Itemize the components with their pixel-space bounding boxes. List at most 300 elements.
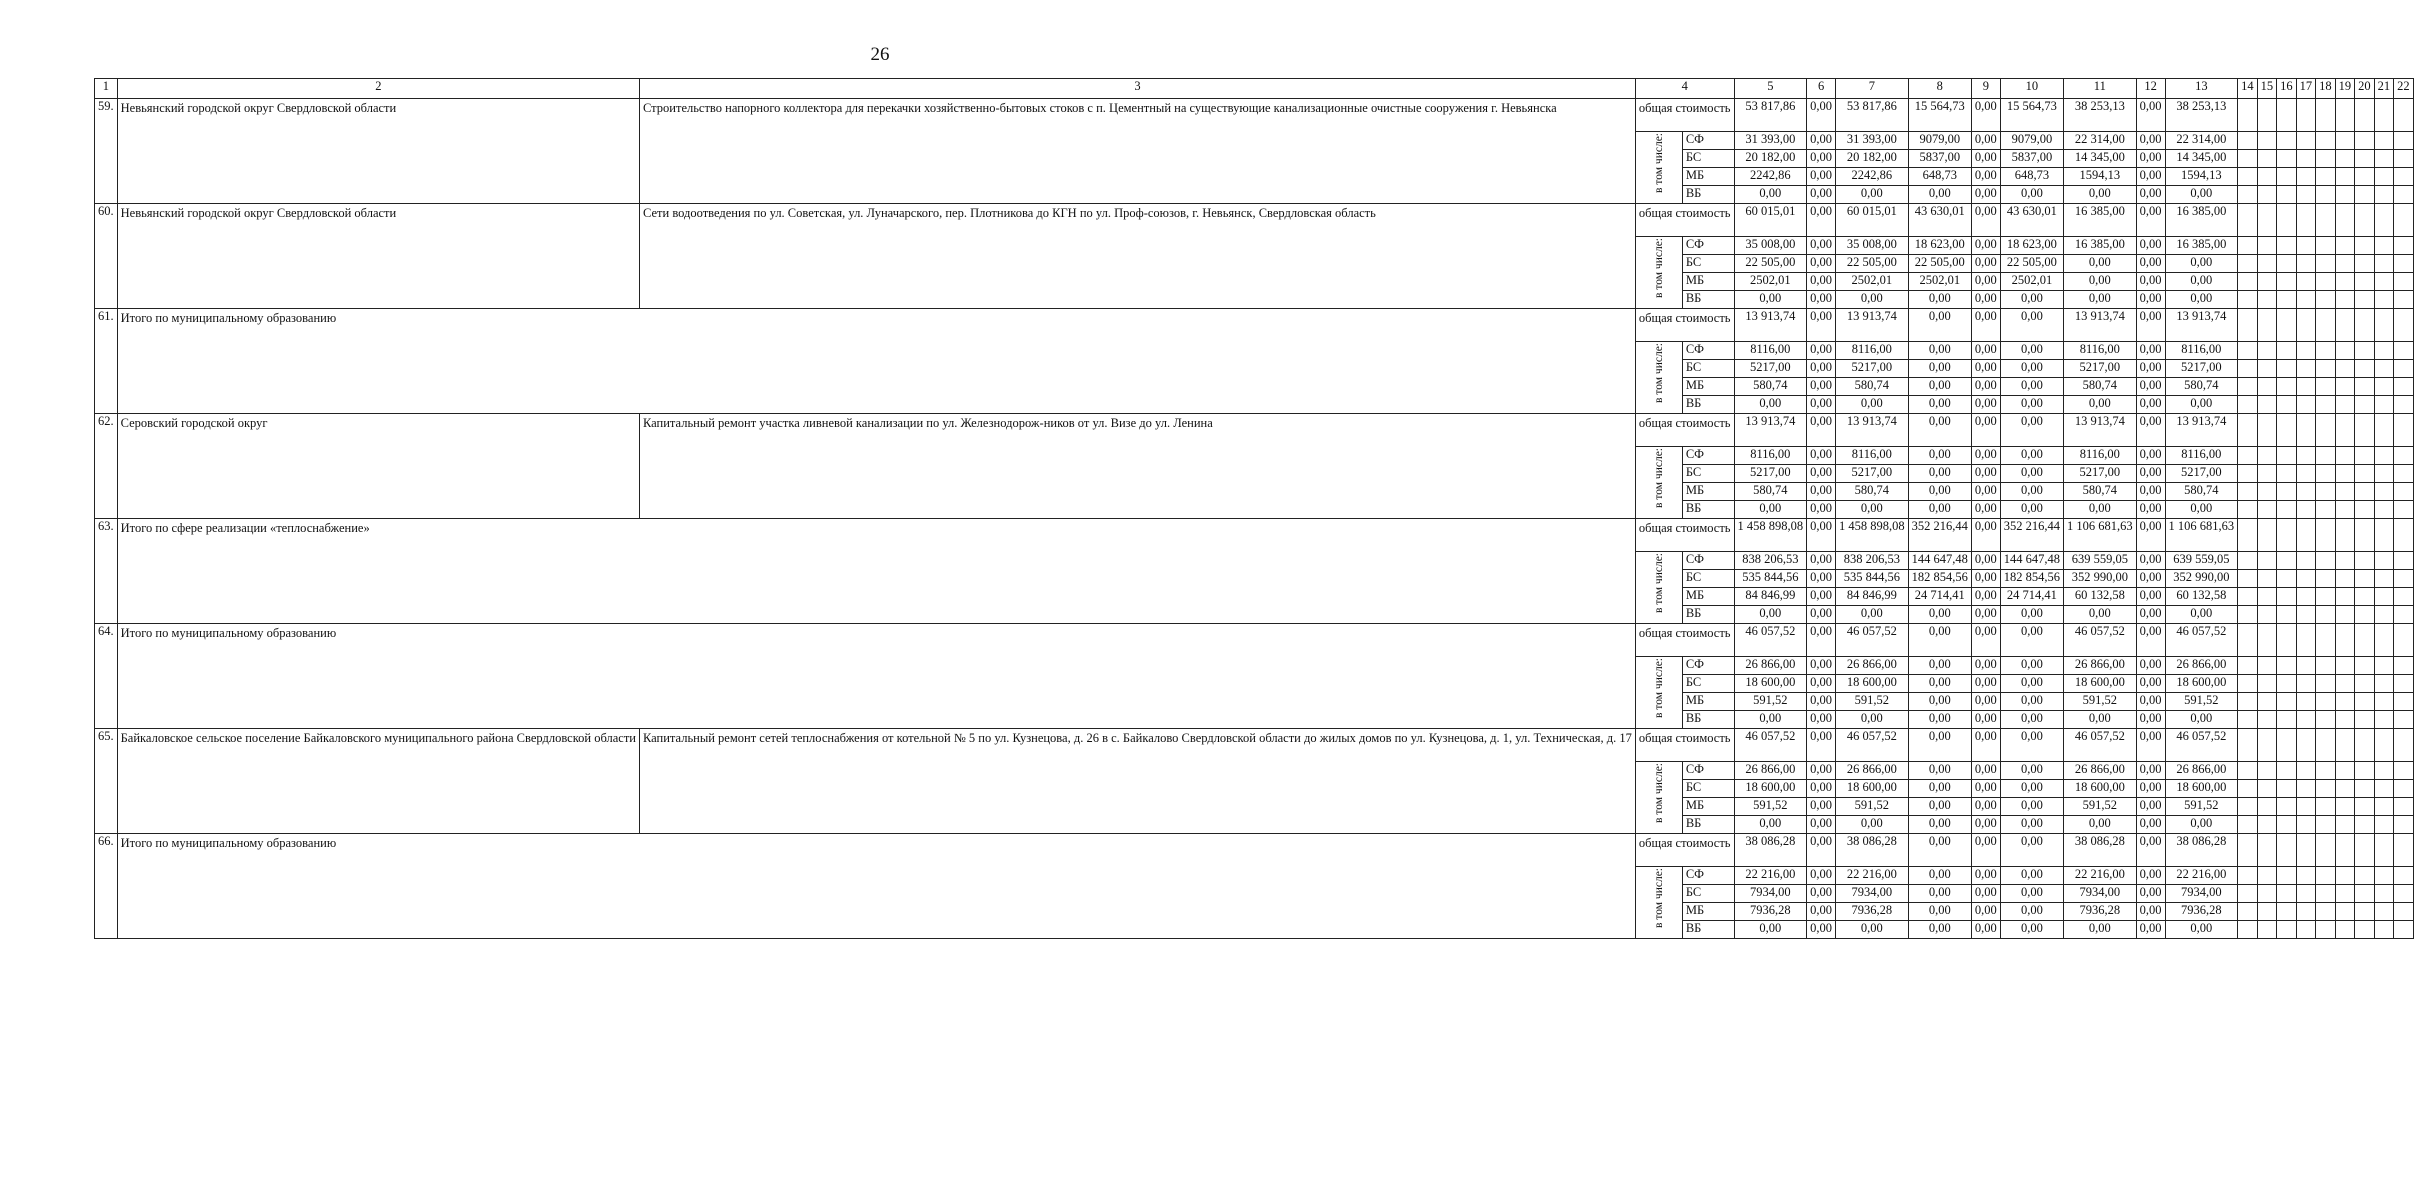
empty-cell bbox=[2296, 237, 2316, 255]
empty-cell bbox=[2316, 204, 2336, 237]
value-cell: 0,00 bbox=[1971, 309, 2000, 342]
header-cell: 15 bbox=[2257, 79, 2277, 99]
value-cell: 13 913,74 bbox=[1734, 309, 1807, 342]
value-cell: 0,00 bbox=[1734, 291, 1807, 309]
empty-cell bbox=[2374, 168, 2394, 186]
value-cell: 0,00 bbox=[1836, 606, 1909, 624]
empty-cell bbox=[2335, 414, 2355, 447]
value-cell: 0,00 bbox=[2136, 291, 2165, 309]
value-cell: 535 844,56 bbox=[1734, 570, 1807, 588]
value-cell: 0,00 bbox=[2136, 204, 2165, 237]
cost-type: БС bbox=[1682, 255, 1734, 273]
empty-cell bbox=[2374, 816, 2394, 834]
empty-cell bbox=[2296, 396, 2316, 414]
value-cell: 38 086,28 bbox=[2165, 834, 2238, 867]
value-cell: 0,00 bbox=[1807, 291, 1836, 309]
value-cell: 2242,86 bbox=[1734, 168, 1807, 186]
incl-label: в том числе: bbox=[1652, 238, 1665, 298]
value-cell: 0,00 bbox=[2136, 588, 2165, 606]
value-cell: 13 913,74 bbox=[2064, 414, 2137, 447]
cost-type: ВБ bbox=[1682, 396, 1734, 414]
empty-cell bbox=[2277, 711, 2297, 729]
cost-type-total: общая стоимость bbox=[1635, 99, 1734, 132]
empty-cell bbox=[2238, 150, 2258, 168]
value-cell: 0,00 bbox=[2000, 309, 2063, 342]
empty-cell bbox=[2355, 711, 2375, 729]
empty-cell bbox=[2238, 342, 2258, 360]
value-cell: 0,00 bbox=[1908, 729, 1971, 762]
empty-cell bbox=[2296, 867, 2316, 885]
empty-cell bbox=[2335, 150, 2355, 168]
row-number: 59. bbox=[95, 99, 118, 204]
empty-cell bbox=[2335, 588, 2355, 606]
empty-cell bbox=[2394, 903, 2414, 921]
empty-cell bbox=[2257, 414, 2277, 447]
value-cell: 22 505,00 bbox=[2000, 255, 2063, 273]
table-row bbox=[95, 729, 2414, 762]
value-cell: 0,00 bbox=[2064, 816, 2137, 834]
cost-type-total: общая стоимость bbox=[1635, 624, 1734, 657]
cost-type-total: общая стоимость bbox=[1635, 729, 1734, 762]
empty-cell bbox=[2316, 396, 2336, 414]
empty-cell bbox=[2296, 816, 2316, 834]
empty-cell bbox=[2296, 501, 2316, 519]
empty-cell bbox=[2316, 501, 2336, 519]
value-cell: 0,00 bbox=[2000, 378, 2063, 396]
empty-cell bbox=[2277, 798, 2297, 816]
cost-type: МБ bbox=[1682, 903, 1734, 921]
empty-cell bbox=[2257, 762, 2277, 780]
empty-cell bbox=[2374, 834, 2394, 867]
cost-type-total: общая стоимость bbox=[1635, 414, 1734, 447]
header-cell: 21 bbox=[2374, 79, 2394, 99]
value-cell: 18 600,00 bbox=[1836, 780, 1909, 798]
value-cell: 0,00 bbox=[2000, 396, 2063, 414]
empty-cell bbox=[2257, 780, 2277, 798]
empty-cell bbox=[2296, 150, 2316, 168]
empty-cell bbox=[2394, 150, 2414, 168]
value-cell: 0,00 bbox=[1971, 570, 2000, 588]
value-cell: 580,74 bbox=[2165, 483, 2238, 501]
empty-cell bbox=[2355, 798, 2375, 816]
value-cell: 26 866,00 bbox=[1836, 762, 1909, 780]
empty-cell bbox=[2355, 657, 2375, 675]
table-row bbox=[95, 414, 2414, 447]
empty-cell bbox=[2355, 186, 2375, 204]
empty-cell bbox=[2394, 885, 2414, 903]
table-row bbox=[95, 834, 2414, 867]
empty-cell bbox=[2374, 588, 2394, 606]
empty-cell bbox=[2316, 903, 2336, 921]
empty-cell bbox=[2355, 273, 2375, 291]
empty-cell bbox=[2335, 798, 2355, 816]
value-cell: 0,00 bbox=[1908, 360, 1971, 378]
empty-cell bbox=[2394, 414, 2414, 447]
empty-cell bbox=[2394, 921, 2414, 939]
empty-cell bbox=[2238, 237, 2258, 255]
empty-cell bbox=[2257, 657, 2277, 675]
value-cell: 0,00 bbox=[2136, 675, 2165, 693]
value-cell: 0,00 bbox=[1908, 780, 1971, 798]
value-cell: 13 913,74 bbox=[1836, 309, 1909, 342]
empty-cell bbox=[2296, 570, 2316, 588]
value-cell: 0,00 bbox=[1807, 885, 1836, 903]
empty-cell bbox=[2394, 729, 2414, 762]
value-cell: 580,74 bbox=[2165, 378, 2238, 396]
municipality-cell: Байкаловское сельское поселение Байкаловского муниципального района Свердловской области bbox=[117, 729, 639, 834]
value-cell: 9079,00 bbox=[2000, 132, 2063, 150]
value-cell: 0,00 bbox=[1971, 396, 2000, 414]
value-cell: 5217,00 bbox=[2165, 360, 2238, 378]
incl-label-cell bbox=[1635, 132, 1682, 204]
value-cell: 0,00 bbox=[2064, 921, 2137, 939]
empty-cell bbox=[2316, 885, 2336, 903]
empty-cell bbox=[2296, 675, 2316, 693]
incl-label: в том числе: bbox=[1652, 343, 1665, 403]
value-cell: 0,00 bbox=[1971, 168, 2000, 186]
empty-cell bbox=[2335, 501, 2355, 519]
empty-cell bbox=[2316, 186, 2336, 204]
value-cell: 0,00 bbox=[1807, 903, 1836, 921]
value-cell: 9079,00 bbox=[1908, 132, 1971, 150]
header-cell: 5 bbox=[1734, 79, 1807, 99]
value-cell: 0,00 bbox=[1971, 99, 2000, 132]
value-cell: 0,00 bbox=[1971, 711, 2000, 729]
empty-cell bbox=[2335, 168, 2355, 186]
value-cell: 0,00 bbox=[1807, 465, 1836, 483]
value-cell: 0,00 bbox=[2000, 186, 2063, 204]
value-cell: 838 206,53 bbox=[1836, 552, 1909, 570]
empty-cell bbox=[2296, 132, 2316, 150]
header-cell: 2 bbox=[117, 79, 639, 99]
incl-label-cell bbox=[1635, 762, 1682, 834]
empty-cell bbox=[2238, 99, 2258, 132]
value-cell: 60 132,58 bbox=[2064, 588, 2137, 606]
value-cell: 0,00 bbox=[1908, 762, 1971, 780]
empty-cell bbox=[2394, 552, 2414, 570]
empty-cell bbox=[2316, 816, 2336, 834]
empty-cell bbox=[2335, 729, 2355, 762]
value-cell: 0,00 bbox=[1807, 762, 1836, 780]
value-cell: 0,00 bbox=[1807, 378, 1836, 396]
empty-cell bbox=[2296, 762, 2316, 780]
value-cell: 35 008,00 bbox=[1734, 237, 1807, 255]
empty-cell bbox=[2374, 342, 2394, 360]
value-cell: 8116,00 bbox=[1836, 447, 1909, 465]
value-cell: 18 600,00 bbox=[1734, 780, 1807, 798]
value-cell: 0,00 bbox=[2136, 255, 2165, 273]
value-cell: 0,00 bbox=[2136, 414, 2165, 447]
value-cell: 1 458 898,08 bbox=[1836, 519, 1909, 552]
value-cell: 0,00 bbox=[2136, 762, 2165, 780]
value-cell: 0,00 bbox=[2136, 186, 2165, 204]
empty-cell bbox=[2277, 204, 2297, 237]
empty-cell bbox=[2335, 624, 2355, 657]
value-cell: 0,00 bbox=[1807, 657, 1836, 675]
value-cell: 0,00 bbox=[2000, 834, 2063, 867]
empty-cell bbox=[2316, 99, 2336, 132]
header-cell: 13 bbox=[2165, 79, 2238, 99]
empty-cell bbox=[2296, 624, 2316, 657]
empty-cell bbox=[2316, 342, 2336, 360]
value-cell: 0,00 bbox=[2000, 798, 2063, 816]
empty-cell bbox=[2238, 360, 2258, 378]
empty-cell bbox=[2238, 885, 2258, 903]
value-cell: 580,74 bbox=[1734, 483, 1807, 501]
value-cell: 0,00 bbox=[1807, 273, 1836, 291]
empty-cell bbox=[2394, 798, 2414, 816]
row-title: Итого по сфере реализации «теплоснабжение» bbox=[117, 519, 1635, 624]
empty-cell bbox=[2296, 729, 2316, 762]
empty-cell bbox=[2257, 465, 2277, 483]
empty-cell bbox=[2257, 447, 2277, 465]
value-cell: 0,00 bbox=[2064, 501, 2137, 519]
value-cell: 0,00 bbox=[1971, 414, 2000, 447]
cost-type: СФ bbox=[1682, 342, 1734, 360]
value-cell: 535 844,56 bbox=[1836, 570, 1909, 588]
value-cell: 0,00 bbox=[2000, 414, 2063, 447]
empty-cell bbox=[2316, 255, 2336, 273]
empty-cell bbox=[2277, 816, 2297, 834]
empty-cell bbox=[2394, 570, 2414, 588]
row-number: 63. bbox=[95, 519, 118, 624]
empty-cell bbox=[2257, 273, 2277, 291]
empty-cell bbox=[2257, 132, 2277, 150]
value-cell: 0,00 bbox=[1807, 675, 1836, 693]
value-cell: 0,00 bbox=[2000, 816, 2063, 834]
empty-cell bbox=[2374, 570, 2394, 588]
value-cell: 0,00 bbox=[2165, 273, 2238, 291]
value-cell: 0,00 bbox=[1807, 309, 1836, 342]
empty-cell bbox=[2257, 396, 2277, 414]
cost-type: МБ bbox=[1682, 378, 1734, 396]
empty-cell bbox=[2257, 624, 2277, 657]
cost-type: СФ bbox=[1682, 657, 1734, 675]
empty-cell bbox=[2394, 483, 2414, 501]
header-cell: 10 bbox=[2000, 79, 2063, 99]
value-cell: 0,00 bbox=[2000, 780, 2063, 798]
value-cell: 20 182,00 bbox=[1734, 150, 1807, 168]
empty-cell bbox=[2335, 360, 2355, 378]
empty-cell bbox=[2257, 675, 2277, 693]
value-cell: 0,00 bbox=[2136, 360, 2165, 378]
empty-cell bbox=[2355, 885, 2375, 903]
empty-cell bbox=[2374, 99, 2394, 132]
empty-cell bbox=[2257, 204, 2277, 237]
empty-cell bbox=[2316, 378, 2336, 396]
value-cell: 0,00 bbox=[1908, 342, 1971, 360]
value-cell: 0,00 bbox=[1908, 414, 1971, 447]
empty-cell bbox=[2374, 483, 2394, 501]
value-cell: 0,00 bbox=[1908, 624, 1971, 657]
value-cell: 0,00 bbox=[1908, 465, 1971, 483]
value-cell: 0,00 bbox=[1908, 903, 1971, 921]
value-cell: 648,73 bbox=[2000, 168, 2063, 186]
value-cell: 0,00 bbox=[2000, 867, 2063, 885]
value-cell: 352 990,00 bbox=[2064, 570, 2137, 588]
empty-cell bbox=[2394, 834, 2414, 867]
empty-cell bbox=[2316, 291, 2336, 309]
empty-cell bbox=[2277, 378, 2297, 396]
value-cell: 18 600,00 bbox=[2165, 780, 2238, 798]
value-cell: 0,00 bbox=[1971, 519, 2000, 552]
value-cell: 2502,01 bbox=[2000, 273, 2063, 291]
value-cell: 591,52 bbox=[2064, 693, 2137, 711]
value-cell: 0,00 bbox=[1971, 798, 2000, 816]
value-cell: 0,00 bbox=[1971, 693, 2000, 711]
value-cell: 2502,01 bbox=[1734, 273, 1807, 291]
empty-cell bbox=[2394, 168, 2414, 186]
value-cell: 0,00 bbox=[2136, 396, 2165, 414]
value-cell: 0,00 bbox=[1807, 588, 1836, 606]
empty-cell bbox=[2296, 834, 2316, 867]
empty-cell bbox=[2316, 711, 2336, 729]
empty-cell bbox=[2296, 168, 2316, 186]
empty-cell bbox=[2335, 483, 2355, 501]
empty-cell bbox=[2277, 885, 2297, 903]
value-cell: 0,00 bbox=[1836, 186, 1909, 204]
budget-table bbox=[94, 78, 2414, 939]
value-cell: 7934,00 bbox=[1734, 885, 1807, 903]
empty-cell bbox=[2238, 414, 2258, 447]
value-cell: 0,00 bbox=[1908, 867, 1971, 885]
empty-cell bbox=[2238, 798, 2258, 816]
value-cell: 0,00 bbox=[1908, 834, 1971, 867]
empty-cell bbox=[2335, 552, 2355, 570]
empty-cell bbox=[2335, 693, 2355, 711]
value-cell: 13 913,74 bbox=[2064, 309, 2137, 342]
value-cell: 7936,28 bbox=[2064, 903, 2137, 921]
value-cell: 182 854,56 bbox=[1908, 570, 1971, 588]
incl-label-cell bbox=[1635, 552, 1682, 624]
value-cell: 838 206,53 bbox=[1734, 552, 1807, 570]
empty-cell bbox=[2335, 867, 2355, 885]
header-cell: 14 bbox=[2238, 79, 2258, 99]
value-cell: 0,00 bbox=[1971, 237, 2000, 255]
value-cell: 16 385,00 bbox=[2064, 204, 2137, 237]
cost-type: СФ bbox=[1682, 762, 1734, 780]
value-cell: 0,00 bbox=[2000, 711, 2063, 729]
empty-cell bbox=[2296, 99, 2316, 132]
empty-cell bbox=[2257, 570, 2277, 588]
value-cell: 0,00 bbox=[2136, 378, 2165, 396]
value-cell: 0,00 bbox=[2165, 606, 2238, 624]
value-cell: 0,00 bbox=[2000, 606, 2063, 624]
empty-cell bbox=[2257, 483, 2277, 501]
empty-cell bbox=[2394, 99, 2414, 132]
value-cell: 0,00 bbox=[1807, 255, 1836, 273]
incl-label-cell bbox=[1635, 657, 1682, 729]
cost-type: МБ bbox=[1682, 693, 1734, 711]
incl-label-cell bbox=[1635, 237, 1682, 309]
value-cell: 0,00 bbox=[2136, 552, 2165, 570]
value-cell: 0,00 bbox=[1734, 186, 1807, 204]
cost-type: ВБ bbox=[1682, 291, 1734, 309]
empty-cell bbox=[2316, 921, 2336, 939]
empty-cell bbox=[2238, 711, 2258, 729]
empty-cell bbox=[2296, 693, 2316, 711]
value-cell: 0,00 bbox=[2165, 291, 2238, 309]
header-cell: 19 bbox=[2335, 79, 2355, 99]
value-cell: 60 132,58 bbox=[2165, 588, 2238, 606]
incl-label-cell bbox=[1635, 447, 1682, 519]
value-cell: 0,00 bbox=[2064, 291, 2137, 309]
empty-cell bbox=[2316, 729, 2336, 762]
empty-cell bbox=[2335, 204, 2355, 237]
empty-cell bbox=[2257, 255, 2277, 273]
empty-cell bbox=[2355, 132, 2375, 150]
value-cell: 26 866,00 bbox=[1836, 657, 1909, 675]
value-cell: 0,00 bbox=[1971, 816, 2000, 834]
value-cell: 0,00 bbox=[2064, 711, 2137, 729]
empty-cell bbox=[2238, 501, 2258, 519]
value-cell: 53 817,86 bbox=[1734, 99, 1807, 132]
empty-cell bbox=[2335, 762, 2355, 780]
empty-cell bbox=[2277, 414, 2297, 447]
empty-cell bbox=[2355, 729, 2375, 762]
value-cell: 0,00 bbox=[1971, 501, 2000, 519]
cost-type-total: общая стоимость bbox=[1635, 834, 1734, 867]
empty-cell bbox=[2374, 675, 2394, 693]
value-cell: 0,00 bbox=[1971, 780, 2000, 798]
value-cell: 18 600,00 bbox=[2064, 780, 2137, 798]
value-cell: 0,00 bbox=[2000, 903, 2063, 921]
empty-cell bbox=[2316, 360, 2336, 378]
value-cell: 352 216,44 bbox=[1908, 519, 1971, 552]
empty-cell bbox=[2374, 447, 2394, 465]
empty-cell bbox=[2257, 168, 2277, 186]
empty-cell bbox=[2296, 711, 2316, 729]
empty-cell bbox=[2394, 378, 2414, 396]
empty-cell bbox=[2296, 342, 2316, 360]
value-cell: 144 647,48 bbox=[1908, 552, 1971, 570]
empty-cell bbox=[2296, 309, 2316, 342]
empty-cell bbox=[2296, 447, 2316, 465]
empty-cell bbox=[2355, 255, 2375, 273]
value-cell: 0,00 bbox=[2165, 921, 2238, 939]
empty-cell bbox=[2316, 693, 2336, 711]
value-cell: 2502,01 bbox=[1908, 273, 1971, 291]
value-cell: 0,00 bbox=[1734, 606, 1807, 624]
row-title: Итого по муниципальному образованию bbox=[117, 624, 1635, 729]
empty-cell bbox=[2296, 204, 2316, 237]
value-cell: 0,00 bbox=[1908, 675, 1971, 693]
value-cell: 0,00 bbox=[2136, 447, 2165, 465]
empty-cell bbox=[2277, 657, 2297, 675]
empty-cell bbox=[2238, 762, 2258, 780]
header-row bbox=[95, 79, 2414, 99]
value-cell: 26 866,00 bbox=[2165, 762, 2238, 780]
empty-cell bbox=[2374, 867, 2394, 885]
value-cell: 0,00 bbox=[2136, 780, 2165, 798]
empty-cell bbox=[2238, 186, 2258, 204]
incl-label: в том числе: bbox=[1652, 448, 1665, 508]
empty-cell bbox=[2335, 711, 2355, 729]
value-cell: 0,00 bbox=[2064, 606, 2137, 624]
empty-cell bbox=[2374, 885, 2394, 903]
empty-cell bbox=[2296, 483, 2316, 501]
empty-cell bbox=[2257, 885, 2277, 903]
empty-cell bbox=[2394, 867, 2414, 885]
value-cell: 46 057,52 bbox=[2165, 624, 2238, 657]
row-number: 66. bbox=[95, 834, 118, 939]
value-cell: 0,00 bbox=[2165, 396, 2238, 414]
value-cell: 648,73 bbox=[1908, 168, 1971, 186]
empty-cell bbox=[2257, 693, 2277, 711]
empty-cell bbox=[2277, 447, 2297, 465]
empty-cell bbox=[2374, 414, 2394, 447]
value-cell: 0,00 bbox=[2000, 921, 2063, 939]
